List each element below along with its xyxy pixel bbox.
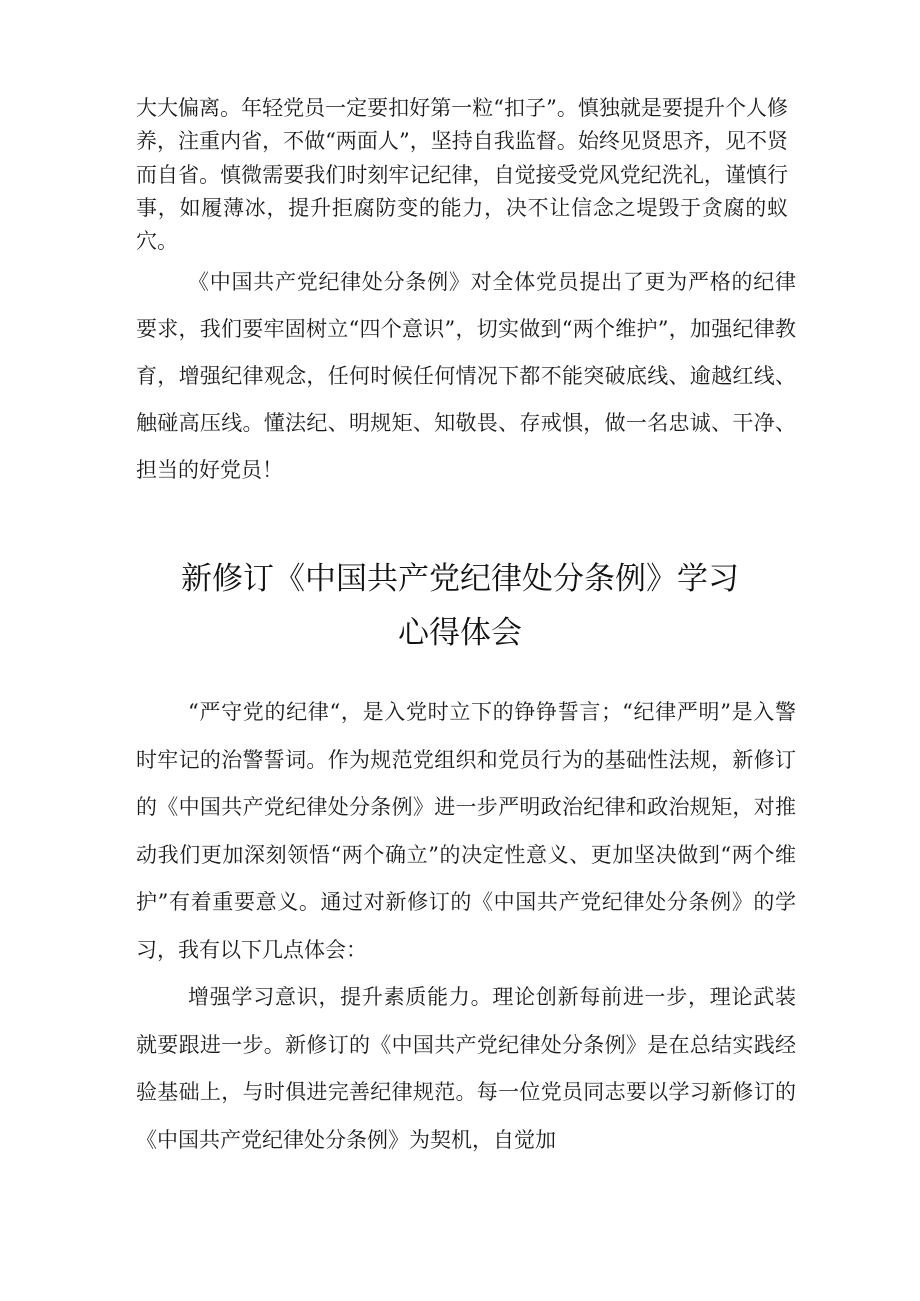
paragraph-continued: 大大偏离。年轻党员一定要扣好第一粒“扣子”。慎独就是要提升个人修养，注重内省，不做“两面人”，坚持自我监督。始终见贤思齐，见不贤而自省。慎微需要我们时刻牢记纪律，自觉接受党风党纪洗礼，谨慎行事，如履薄冰，提升拒腐防变的能力，决不让信念之堤毁于贪腐的蚁穴。	[136, 96, 788, 254]
paragraph-discipline-requirements: 《中国共产党纪律处分条例》对全体党员提出了更为严格的纪律要求，我们要牢固树立“四个意识”，切实做到“两个维护”，加强纪律教育，增强纪律观念，任何时候任何情况下都不能突破底线、逾越红线、触碰高压线。懂法纪、明规矩、知敬畏、存戒惧，做一名忠诚、干净、担当的好党员！	[136, 270, 796, 482]
section-title-line-2: 心得体会	[398, 615, 522, 651]
paragraph-introduction: “严守党的纪律“，是入党时立下的铮铮誓言；“纪律严明”是入警时牢记的治警誓词。作为规范党组织和党员行为的基础性法规，新修订的《中国共产党纪律处分条例》进一步严明政治纪律和政治规矩，对推动我们更加深刻领悟“两个确立”的决定性意义、更加坚决做到“两个维护”有着重要意义。通过对新修订的《中国共产党纪律处分条例》的学习，我有以下几点体会：	[136, 700, 796, 962]
paragraph-learning-awareness: 增强学习意识，提升素质能力。理论创新每前进一步，理论武装就要跟进一步。新修订的《中国共产党纪律处分条例》是在总结实践经验基础上，与时俱进完善纪律规范。每一位党员同志要以学习新修订的《中国共产党纪律处分条例》为契机，自觉加	[136, 985, 796, 1152]
section-title-line-1: 新修订《中国共产党纪律处分条例》学习	[181, 561, 739, 597]
section-title	[110, 552, 810, 660]
